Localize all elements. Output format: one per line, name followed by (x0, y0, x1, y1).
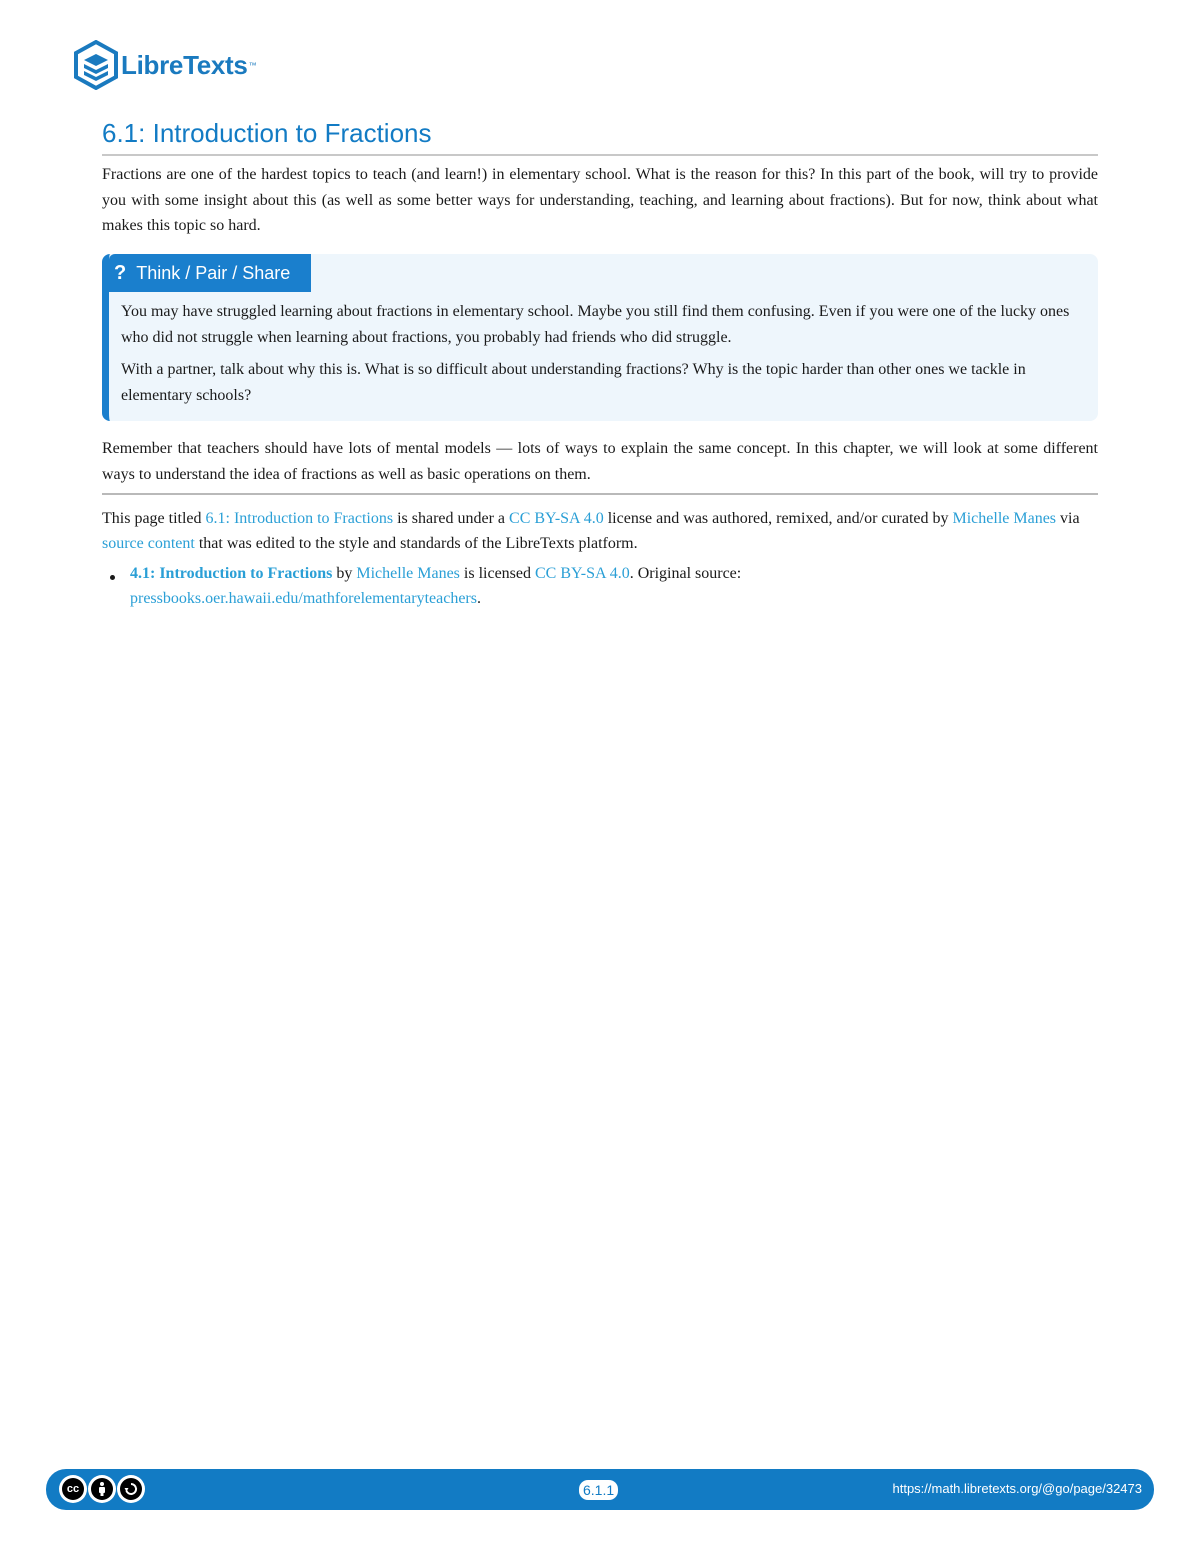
logo-trademark: ™ (248, 60, 257, 70)
box-header-label: Think / Pair / Share (136, 262, 291, 283)
list-item (102, 561, 1098, 611)
sa-icon (117, 1475, 145, 1503)
libretexts-logo-icon (73, 40, 119, 90)
logo-text: LibreTexts (121, 49, 248, 80)
closing-paragraph: Remember that teachers should have lots of mental models — lots of ways to explain the same concept. In this chapter, we will look at some different ways to understand the idea of fractions as well as basic operations on them. (102, 440, 1098, 483)
license-link[interactable]: CC BY-SA 4.0 (509, 510, 604, 527)
attribution-text-1: This page titled (102, 510, 206, 527)
source-end-text: . (476, 590, 481, 607)
source-content-link[interactable]: source content (102, 535, 195, 552)
box-paragraph: With a partner, talk about why this is. What is so difficult about understanding fractions? Why is the topic harder than other ones we tackle in elementary schools? (121, 361, 1026, 404)
cc-icon: cc (59, 1475, 87, 1503)
source-original-text: . Original source: (629, 565, 742, 582)
page-title: 6.1: Introduction to Fractions (102, 118, 1098, 156)
source-license-link[interactable]: CC BY-SA 4.0 (535, 565, 630, 582)
attribution-text-2: is shared under a (393, 510, 510, 527)
source-author-link[interactable]: Michelle Manes (356, 565, 460, 582)
attribution-text-4: via (1056, 510, 1080, 527)
page-number: 6.1.1 (579, 1480, 618, 1500)
attribution-text (102, 506, 1098, 556)
source-licensed-text: is licensed (459, 565, 535, 582)
intro-paragraph: Fractions are one of the hardest topics to teach (and learn!) in elementary school. What is the reason for this? In this part of the book, will try to provide you with some insight about this (as well as some better ways for understanding, teaching, and learning about fractions). But for now, think about what makes this topic so hard. (102, 166, 1098, 234)
question-icon: ? (114, 261, 127, 284)
attribution-text-3: license and was authored, remixed, and/or curated by (603, 510, 953, 527)
page-url-link[interactable]: https://math.libretexts.org/@go/page/32473 (892, 1481, 1142, 1496)
libretexts-logo[interactable] (73, 40, 257, 90)
think-pair-share-box (102, 254, 1098, 421)
source-title-link[interactable]: 4.1: Introduction to Fractions (130, 565, 333, 582)
box-body (121, 299, 1091, 415)
by-icon (88, 1475, 116, 1503)
box-header (109, 254, 311, 292)
source-url-link[interactable]: pressbooks.oer.hawaii.edu/mathforelementaryteachers (130, 590, 477, 607)
license-badge[interactable] (59, 1475, 146, 1503)
page-footer (46, 1469, 1154, 1510)
attribution-text-5: that was edited to the style and standards of the LibreTexts platform. (194, 535, 638, 552)
box-paragraph: You may have struggled learning about fractions in elementary school. Maybe you still find them confusing. Even if you were one of the lucky ones who did not struggle when learning about fractions, you probably had friends who did struggle. (121, 303, 1070, 346)
source-list (102, 561, 1098, 611)
author-link[interactable]: Michelle Manes (952, 510, 1057, 527)
page-title-link[interactable]: 6.1: Introduction to Fractions (205, 510, 394, 527)
source-by-text: by (332, 565, 357, 582)
divider (102, 493, 1098, 495)
